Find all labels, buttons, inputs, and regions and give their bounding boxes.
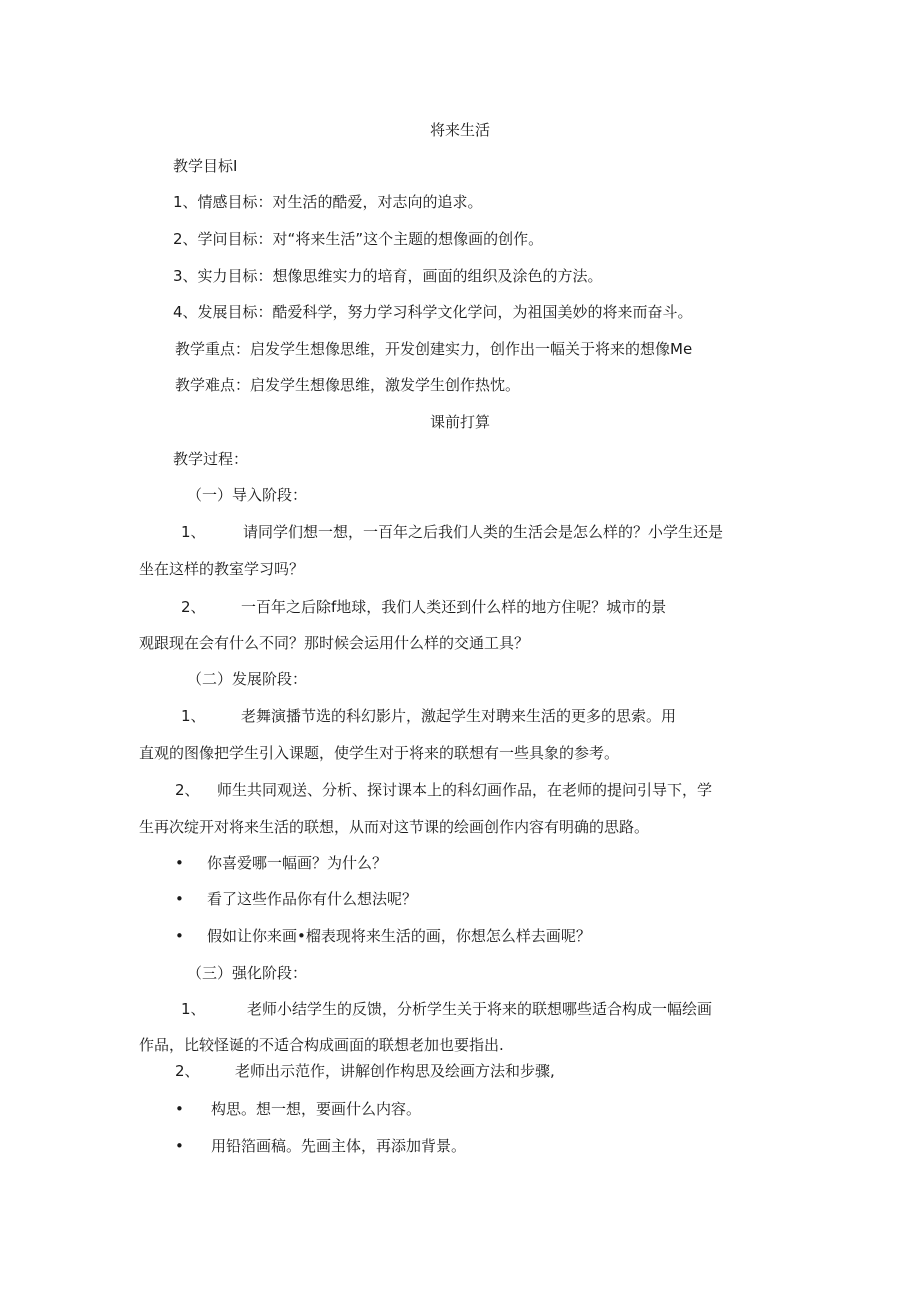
- stage2-heading: （二）发展阶段：: [187, 670, 308, 688]
- stage3-item2-text: 老师出示范作，讲解创作构思及绘画方法和步骤,: [235, 1062, 555, 1080]
- goals-heading: 教学目标I: [173, 157, 238, 175]
- stage3-item1-continued: 作品，比较怪诞的不适合构成画面的联想老加也要指出.: [139, 1036, 504, 1054]
- goal-1: 1、情感目标：对生活的酷爱，对志向的追求。: [173, 193, 483, 211]
- stage1-item2-continued: 观跟现在会有什么不同？那时候会运用什么样的交通工具？: [139, 634, 530, 652]
- stage2-question-1: [175, 853, 387, 873]
- document-title: 将来生活: [429, 121, 490, 139]
- stage2-question-2: [175, 889, 417, 909]
- stage1-item2: [181, 597, 666, 617]
- key-point: 教学重点：启发学生想像思维，开发创建实力，创作出一幅关于将来的想像Me: [175, 340, 693, 358]
- stage2-item1-number: 1、: [181, 707, 206, 725]
- stage3-item1-number: 1、: [181, 1000, 206, 1018]
- stage1-item2-text: 一百年之后除f地球，我们人类还到什么样的地方住呢？城市的景: [241, 598, 667, 616]
- stage2-question-1-text: 你喜爱哪一幅画？为什么？: [207, 854, 388, 872]
- stage3-step-1-text: 构思。想一想，要画什么内容。: [211, 1100, 422, 1118]
- goal-4: 4、发展目标：酷爱科学，努力学习科学文化学问，为祖国美妙的将来而奋斗。: [173, 303, 693, 321]
- goal-2: 2、学问目标：对“将来生活”这个主题的想像画的创作。: [173, 230, 544, 248]
- stage1-item1-number: 1、: [181, 523, 206, 541]
- stage2-question-3: [175, 926, 591, 946]
- stage3-step-2-text: 用铅箔画稿。先画主体，再添加背景。: [211, 1137, 467, 1155]
- bullet-icon: •: [175, 1100, 184, 1118]
- stage3-item1: [181, 999, 712, 1019]
- bullet-icon: •: [175, 890, 184, 908]
- stage3-heading: （三）强化阶段：: [187, 964, 308, 982]
- stage3-item2-number: 2、: [175, 1062, 200, 1080]
- stage1-item2-number: 2、: [181, 598, 206, 616]
- process-heading: 教学过程：: [173, 450, 249, 468]
- bullet-icon: •: [175, 1137, 184, 1155]
- stage2-item2: [175, 780, 712, 800]
- prep-heading: 课前打算: [429, 413, 490, 431]
- difficulty: 教学难点：启发学生想像思维，激发学生创作热忱。: [175, 376, 521, 394]
- stage2-item2-continued: 生再次绽开对将来生活的联想，从而对这节课的绘画创作内容有明确的思路。: [139, 818, 650, 836]
- stage2-item2-text: 师生共同观送、分析、探讨课本上的科幻画作品，在老师的提问引导下，学: [217, 781, 713, 799]
- stage2-item1-text: 老舞演播节选的科幻影片，激起学生对聘来生活的更多的思索。用: [241, 707, 677, 725]
- stage2-item2-number: 2、: [175, 781, 200, 799]
- stage2-item1: [181, 706, 676, 726]
- stage2-item1-continued: 直观的图像把学生引入课题，使学生对于将来的联想有一些具象的参考。: [139, 744, 620, 762]
- stage1-heading: （一）导入阶段：: [187, 486, 308, 504]
- stage3-step-1: [175, 1099, 421, 1119]
- stage3-item2: [175, 1061, 555, 1081]
- stage2-question-2-text: 看了这些作品你有什么想法呢？: [207, 890, 418, 908]
- bullet-icon: •: [175, 927, 184, 945]
- goal-3: 3、实力目标：想像思维实力的培育，画面的组织及涂色的方法。: [173, 267, 603, 285]
- stage3-item1-text: 老师小结学生的反馈，分析学生关于将来的联想哪些适合构成一幅绘画: [247, 1000, 713, 1018]
- stage2-question-3-text: 假如让你来画•榴表现将来生活的画，你想怎么样去画呢？: [207, 927, 591, 945]
- stage1-item1: [181, 522, 723, 542]
- stage1-item1-continued: 坐在这样的教室学习吗？: [139, 560, 305, 578]
- stage3-step-2: [175, 1136, 466, 1156]
- stage1-item1-text: 请同学们想一想，一百年之后我们人类的生活会是怎么样的？小学生还是: [243, 523, 724, 541]
- bullet-icon: •: [175, 854, 184, 872]
